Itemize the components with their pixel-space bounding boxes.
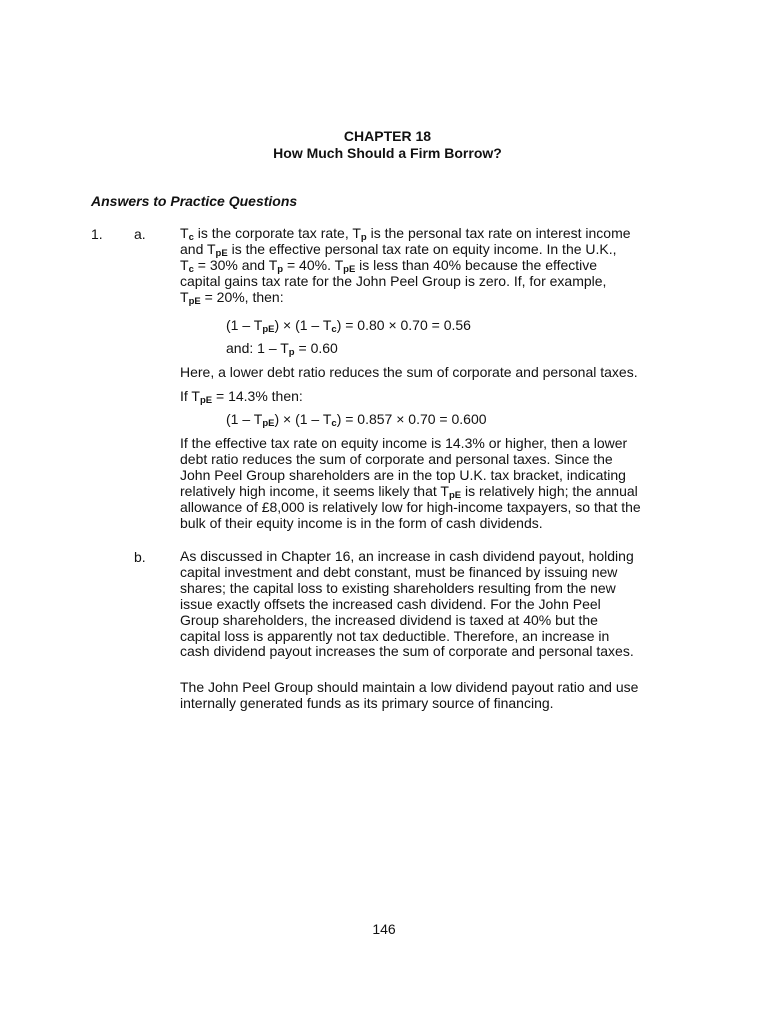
text-line: $T_c$ is the corporate tax rate, $T_p$ is the personal tax rate on interest income bbox=[180, 225, 631, 243]
part-a-paragraph-2: Here, a lower debt ratio reduces the sum of corporate and personal taxes. bbox=[180, 364, 638, 380]
equation-2: and: $1 - T_p = 0.60$ bbox=[226, 340, 338, 358]
chapter-number: CHAPTER 18 bbox=[343, 128, 432, 144]
text-line: $T_{pE} = 20\%$, then: bbox=[180, 288, 284, 307]
text-line: capital gains tax rate for the John Peel Group is zero. If, for example, bbox=[180, 272, 607, 289]
section-title: Answers to Practice Questions bbox=[91, 193, 298, 209]
part-a-label: a. bbox=[134, 226, 146, 242]
part-a-paragraph-1 bbox=[180, 226, 680, 306]
text-line: If the effective tax rate on equity income is 14.3% or higher, then a lower bbox=[180, 435, 628, 451]
text-line: shares; the capital loss to existing shareholders resulting from the new bbox=[180, 579, 616, 596]
if-line: If $T_{pE} = 14.3\%$ then: bbox=[180, 388, 303, 406]
text-line: capital investment and debt constant, must be financed by issuing new bbox=[180, 563, 618, 580]
text-line: capital loss is apparently not tax deductible. Therefore, an increase in bbox=[180, 627, 610, 644]
text-line: cash dividend payout increases the sum of corporate and personal taxes. bbox=[180, 643, 634, 660]
text-line: Group shareholders, the increased dividend is taxed at 40% but the bbox=[180, 611, 598, 628]
question-number: 1. bbox=[91, 226, 103, 242]
text-line: debt ratio reduces the sum of corporate and personal taxes. Since the bbox=[180, 450, 613, 467]
text-line: John Peel Group shareholders are in the top U.K. tax bracket, indicating bbox=[180, 466, 626, 483]
equation-1: $(1 - T_{pE}) \times (1 - T_c) = 0.80 \times 0.70 = 0.56$ bbox=[226, 317, 471, 335]
text-line: $T_c = 30\%$ and $T_p = 40\%$. $T_{pE}$ is less than 40% because the effective bbox=[180, 256, 598, 275]
part-b-label: b. bbox=[134, 549, 146, 565]
text-line: internally generated funds as its primary source of financing. bbox=[180, 694, 554, 711]
chapter-header bbox=[0, 128, 768, 162]
text-line: allowance of £8,000 is relatively low for high-income taxpayers, so that the bbox=[180, 498, 641, 515]
part-b-paragraph-1 bbox=[180, 549, 680, 660]
page-number: 146 bbox=[372, 921, 396, 937]
text-line: As discussed in Chapter 16, an increase in cash dividend payout, holding bbox=[180, 548, 634, 564]
text-line: relatively high income, it seems likely that $T_{pE}$ is relatively high; the annual bbox=[180, 482, 638, 501]
part-b-paragraph-2 bbox=[180, 680, 680, 712]
text-line: The John Peel Group should maintain a low dividend payout ratio and use bbox=[180, 679, 639, 695]
part-a-paragraph-3 bbox=[180, 436, 680, 531]
text-line: bulk of their equity income is in the form of cash dividends. bbox=[180, 514, 543, 531]
text-line: issue exactly offsets the increased cash dividend. For the John Peel bbox=[180, 595, 601, 612]
equation-3: $(1 - T_{pE}) \times (1 - T_c) = 0.857 \times 0.70 = 0.600$ bbox=[226, 411, 487, 429]
text-line: and $T_{pE}$ is the effective personal tax rate on equity income. In the U.K., bbox=[180, 240, 617, 259]
chapter-title: How Much Should a Firm Borrow? bbox=[273, 145, 502, 161]
